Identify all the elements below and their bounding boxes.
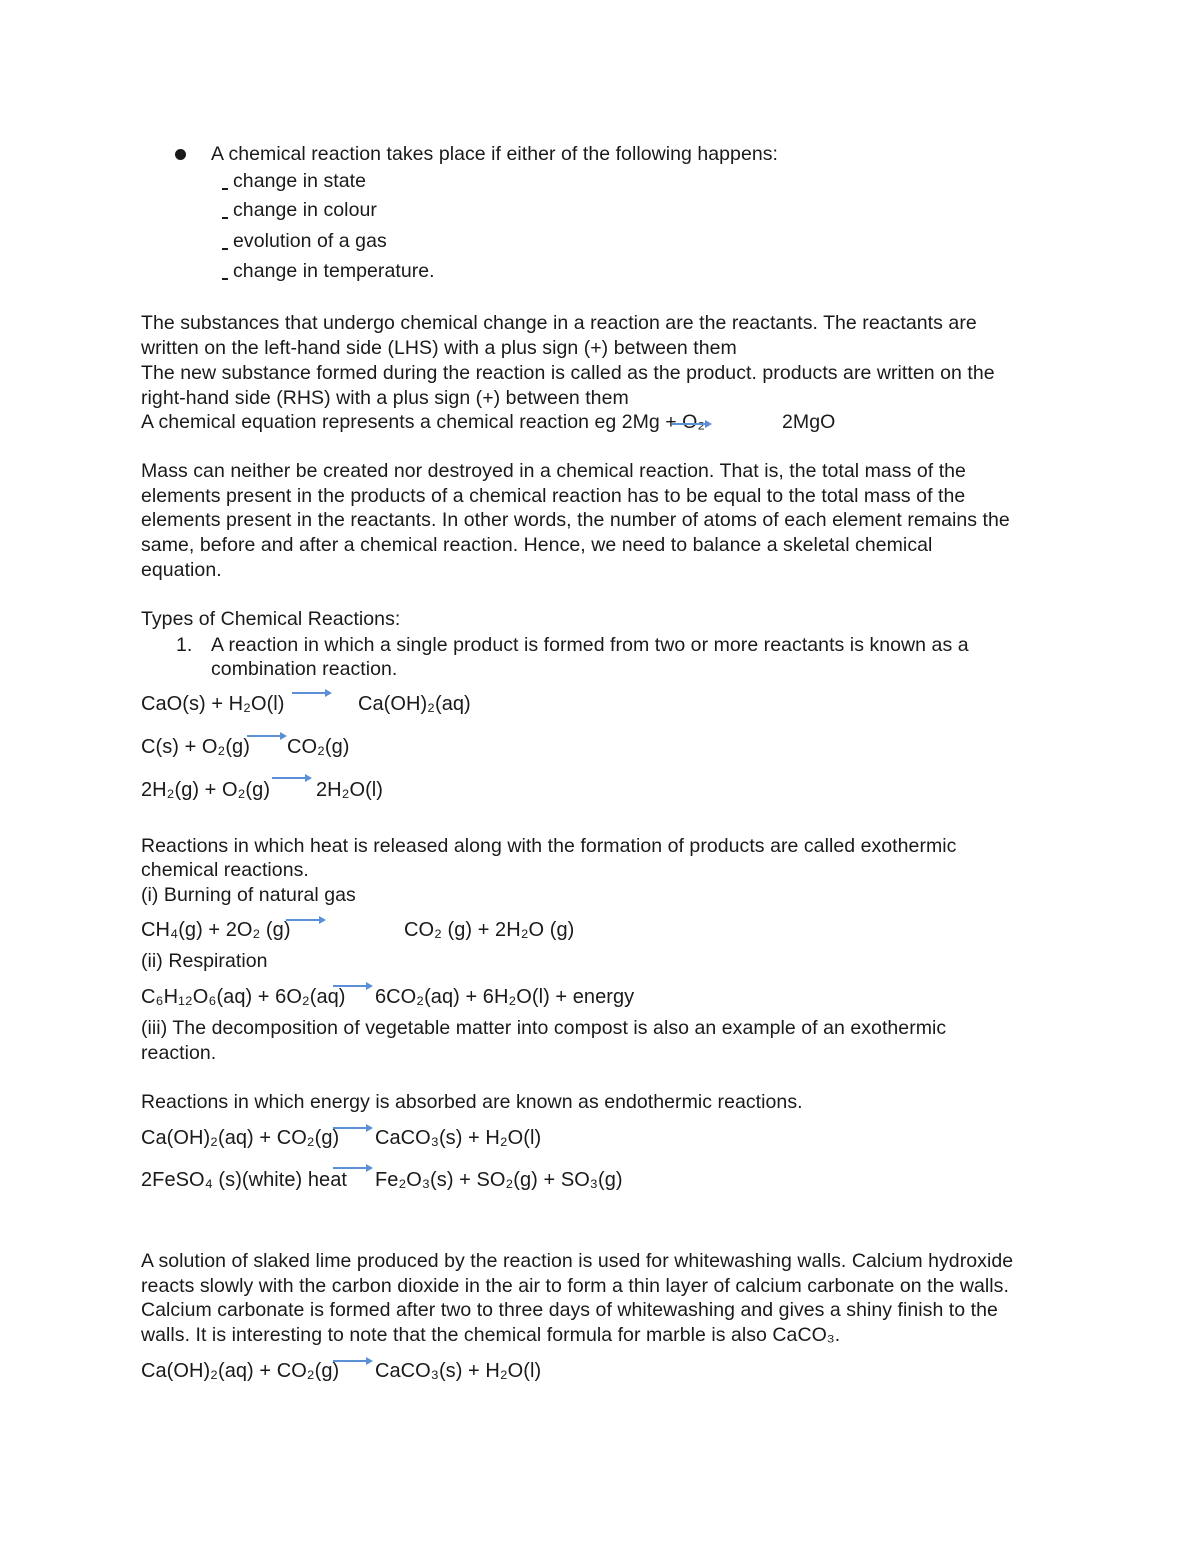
paragraph-line: equation. [141, 559, 222, 581]
bullet-subitem: change in state [233, 170, 367, 192]
equation-left: CaO(s) + H₂O(l) [141, 693, 285, 715]
reaction-arrow-icon [292, 692, 330, 694]
equation-right: Fe₂O₃(s) + SO₂(g) + SO₃(g) [375, 1169, 623, 1191]
section-heading: Types of Chemical Reactions: [141, 608, 401, 630]
reaction-arrow-icon [272, 777, 310, 779]
bullet-subitem: evolution of a gas [233, 230, 387, 252]
reaction-arrow-icon [286, 919, 324, 921]
equation-product: 2MgO [782, 411, 836, 433]
equation-left: C₆H₁₂O₆(aq) + 6O₂(aq) [141, 986, 346, 1008]
paragraph-line: A solution of slaked lime produced by the reaction is used for whitewashing walls. Calcium hydroxide [141, 1250, 1014, 1272]
paragraph-line: A reaction in which a single product is formed from two or more reactants is known as a [211, 634, 969, 656]
paragraph-line: written on the left-hand side (LHS) with a plus sign (+) between them [141, 337, 737, 359]
reaction-arrow-icon [333, 1167, 371, 1169]
paragraph-line: Reactions in which energy is absorbed are known as endothermic reactions. [141, 1091, 803, 1113]
equation-left: 2FeSO₄ (s)(white) heat [141, 1169, 347, 1191]
equation-left: 2H₂(g) + O₂(g) [141, 779, 271, 801]
bullet-icon [175, 149, 186, 160]
list-item: (ii) Respiration [141, 950, 268, 972]
bullet-subitem: change in temperature. [233, 260, 435, 282]
list-item: (i) Burning of natural gas [141, 884, 356, 906]
equation-right: 6CO₂(aq) + 6H₂O(l) + energy [375, 986, 635, 1008]
paragraph-line: elements present in the reactants. In other words, the number of atoms of each element remains the [141, 509, 1010, 531]
paragraph-line: Reactions in which heat is released along with the formation of products are called exothermic [141, 835, 957, 857]
equation-left: Ca(OH)₂(aq) + CO₂(g) [141, 1127, 340, 1149]
equation-right: CO₂(g) [287, 736, 350, 758]
reaction-arrow-icon [333, 1127, 371, 1129]
equation-right: CaCO₃(s) + H₂O(l) [375, 1360, 542, 1382]
paragraph-line: elements present in the products of a chemical reaction has to be equal to the total mass of the [141, 485, 966, 507]
dash-icon [222, 217, 228, 219]
equation-left: C(s) + O₂(g) [141, 736, 250, 758]
equation-right: CaCO₃(s) + H₂O(l) [375, 1127, 542, 1149]
reaction-arrow-icon [672, 423, 710, 425]
paragraph-line: same, before and after a chemical reaction. Hence, we need to balance a skeletal chemical [141, 534, 933, 556]
paragraph-line: Calcium carbonate is formed after two to three days of whitewashing and gives a shiny finish to the [141, 1299, 998, 1321]
reaction-arrow-icon [333, 985, 371, 987]
equation-right: 2H₂O(l) [316, 779, 384, 801]
paragraph-line: chemical reactions. [141, 859, 309, 881]
reaction-arrow-icon [333, 1360, 371, 1362]
bullet-subitem: change in colour [233, 199, 377, 221]
paragraph-line: The substances that undergo chemical change in a reaction are the reactants. The reactants are [141, 312, 977, 334]
equation-left: CH₄(g) + 2O₂ (g) [141, 919, 291, 941]
paragraph-line: Mass can neither be created nor destroyed in a chemical reaction. That is, the total mass of the [141, 460, 966, 482]
paragraph-line: walls. It is interesting to note that the chemical formula for marble is also CaCO₃. [141, 1324, 841, 1346]
paragraph-line: combination reaction. [211, 658, 398, 680]
paragraph-line: reacts slowly with the carbon dioxide in the air to form a thin layer of calcium carbonate on the walls. [141, 1275, 1009, 1297]
bullet-heading: A chemical reaction takes place if either of the following happens: [211, 143, 779, 165]
equation-left: Ca(OH)₂(aq) + CO₂(g) [141, 1360, 340, 1382]
list-item: (iii) The decomposition of vegetable matter into compost is also an example of an exothermic [141, 1017, 947, 1039]
paragraph-line: A chemical equation represents a chemical reaction eg 2Mg + O₂ [141, 411, 706, 433]
dash-icon [222, 278, 228, 280]
equation-right: Ca(OH)₂(aq) [358, 693, 471, 715]
paragraph-line: right-hand side (RHS) with a plus sign (+) between them [141, 387, 629, 409]
dash-icon [222, 188, 228, 190]
list-number: 1. [176, 634, 193, 656]
reaction-arrow-icon [247, 735, 285, 737]
paragraph-line: reaction. [141, 1042, 217, 1064]
equation-right: CO₂ (g) + 2H₂O (g) [404, 919, 575, 941]
paragraph-line: The new substance formed during the reaction is called as the product. products are written on the [141, 362, 995, 384]
dash-icon [222, 248, 228, 250]
